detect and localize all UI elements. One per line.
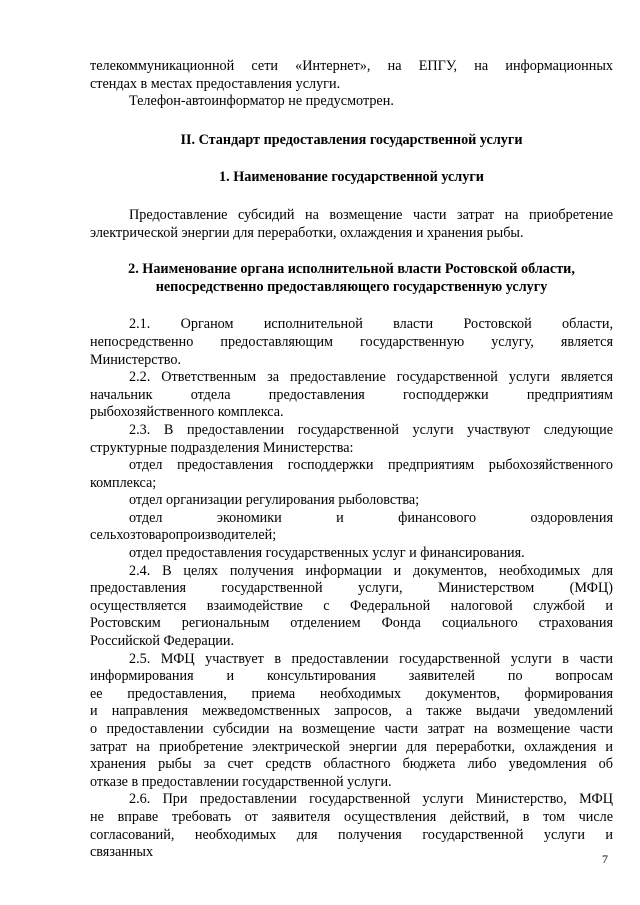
text-line: Телефон-автоинформатор не предусмотрен. [129,93,394,110]
text-line: 2.5. МФЦ участвует в предоставлении государственной услуги в части [129,650,613,667]
document-body [90,58,613,862]
text-line: о предоставлении субсидии на возмещение части затрат на возмещение части [90,721,613,737]
text-line: Российской Федерации. [90,633,235,650]
text-line: отдел организации регулирования рыболовства; [129,492,420,509]
text-line: отдел предоставления государственных услуг и финансирования. [129,545,525,562]
text-line: согласований, необходимых для получения государственной услуги и [90,826,613,843]
text-line: связанных [90,844,154,861]
text-line: рыбохозяйственного комплекса. [90,404,284,421]
text-line: комплекса; [90,474,157,491]
text-line: и направления межведомственных запросов, а также выдачи уведомлений [90,703,613,720]
text-line: электрической энергии для переработки, охлаждения и хранения рыбы. [90,224,524,241]
text-line: осуществляется взаимодействие с Федеральной налоговой службой и [90,597,613,614]
text-line: непосредственно предоставляющим государственную услугу, является [90,333,613,350]
text-line: сельхозтоваропроизводителей; [90,527,277,544]
text-line: затрат на приобретение электрической энергии для переработки, охлаждения и [90,738,613,755]
subsection-heading: 1. Наименование государственной услуги [219,169,484,186]
text-line: 2.4. В целях получения информации и документов, необходимых для [129,562,613,579]
text-line: стендах в местах предоставления услуги. [90,75,341,92]
text-line: структурные подразделения Министерства: [90,439,354,456]
subsection-heading: 2. Наименование органа исполнительной власти Ростовской области, [128,261,575,278]
text-line: Ростовским региональным отделением Фонда социального страхования [90,615,613,632]
text-line: 2.3. В предоставлении государственной услуги участвуют следующие [129,421,613,438]
text-line: отдел экономики и финансового оздоровления [129,509,613,526]
text-line: информирования и консультирования заявителей по вопросам [90,668,613,685]
section-heading: II. Стандарт предоставления государственной услуги [180,131,523,148]
text-line: Предоставление субсидий на возмещение части затрат на приобретение [129,206,613,223]
page-number: 7 [602,852,608,866]
text-line: отдел предоставления господдержки предприятиям рыбохозяйственного [129,457,613,474]
text-line: 2.1. Органом исполнительной власти Ростовской области, [129,316,613,333]
text-line: 2.2. Ответственным за предоставление государственной услуги является [129,369,613,386]
text-line: ее предоставления, приема необходимых документов, формирования [90,685,613,702]
text-line: предоставления государственной услуги, Министерством (МФЦ) [90,580,613,597]
text-line: отказе в предоставлении государственной услуги. [90,773,392,790]
text-line: начальник отдела предоставления господдержки предприятиям [90,386,613,403]
text-line: не вправе требовать от заявителя осуществления действий, в том числе [90,808,613,825]
text-line: хранения рыбы за счет средств областного бюджета либо уведомления об [90,756,613,773]
text-line: Министерство. [90,351,182,368]
subsection-heading: непосредственно предоставляющего государственную услугу [155,278,548,295]
text-line: 2.6. При предоставлении государственной услуги Министерство, МФЦ [129,791,613,808]
text-line: телекоммуникационной сети «Интернет», на ЕПГУ, на информационных [90,58,613,74]
